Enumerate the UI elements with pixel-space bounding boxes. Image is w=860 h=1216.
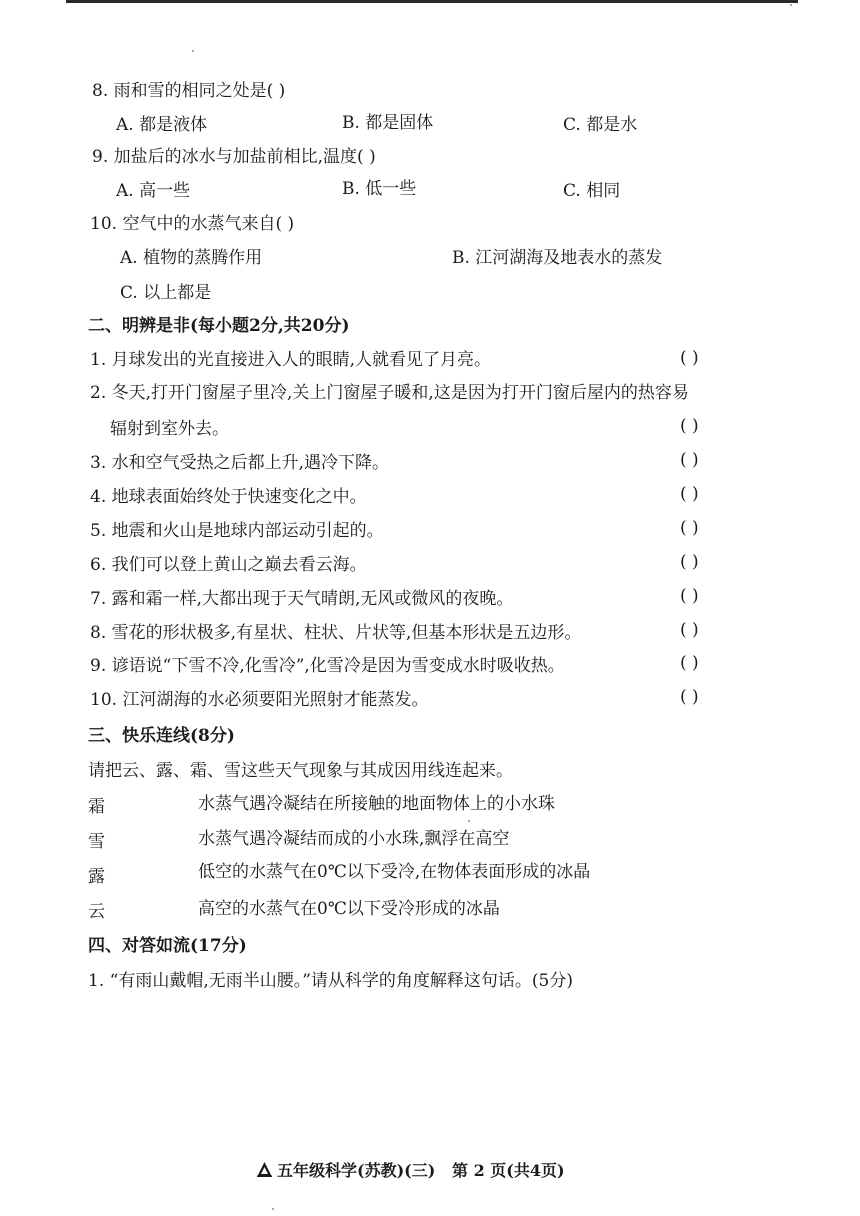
question-8-option-b[interactable]: B. 都是固体	[342, 113, 434, 133]
match-right-cause-2[interactable]: 水蒸气遇冷凝结而成的小水珠,飘浮在高空	[198, 829, 510, 849]
answer-blank-5[interactable]: ( )	[680, 518, 699, 538]
question-9-option-c[interactable]: C. 相同	[563, 181, 621, 201]
match-left-term-snow[interactable]: 雪	[88, 832, 105, 852]
footer-text: 五年级科学(苏教)(三) 第 2 页(共4页)	[277, 1161, 565, 1180]
question-10-option-b[interactable]: B. 江河湖海及地表水的蒸发	[452, 248, 663, 268]
question-9-option-a[interactable]: A. 高一些	[116, 181, 191, 201]
answer-blank-10[interactable]: ( )	[680, 687, 699, 707]
judge-item-5: 5. 地震和火山是地球内部运动引起的。	[90, 521, 384, 541]
mountain-logo-icon	[256, 1161, 273, 1178]
answer-blank-6[interactable]: ( )	[680, 552, 699, 572]
short-answer-question-1: 1. “有雨山戴帽,无雨半山腰。”请从科学的角度解释这句话。(5分)	[88, 971, 573, 991]
judge-item-2-continued: 辐射到室外去。	[110, 419, 229, 439]
answer-blank-2[interactable]: ( )	[680, 416, 699, 436]
question-10-option-c[interactable]: C. 以上都是	[120, 283, 212, 303]
scan-speck	[192, 50, 194, 52]
match-left-term-dew[interactable]: 露	[88, 867, 105, 887]
section-2-heading: 二、明辨是非(每小题2分,共20分)	[88, 316, 350, 336]
judge-item-4: 4. 地球表面始终处于快速变化之中。	[90, 487, 367, 507]
judge-item-10: 10. 江河湖海的水必须要阳光照射才能蒸发。	[90, 690, 429, 710]
judge-item-8: 8. 雪花的形状极多,有星状、柱状、片状等,但基本形状是五边形。	[90, 623, 582, 643]
section-4-heading: 四、对答如流(17分)	[88, 936, 247, 956]
match-right-cause-4[interactable]: 高空的水蒸气在0℃以下受冷形成的冰晶	[198, 899, 500, 919]
scan-speck	[272, 1208, 274, 1210]
judge-item-7: 7. 露和霜一样,大都出现于天气晴朗,无风或微风的夜晚。	[90, 589, 514, 609]
matching-instruction: 请把云、露、霜、雪这些天气现象与其成因用线连起来。	[88, 761, 513, 781]
section-3-heading: 三、快乐连线(8分)	[88, 726, 235, 746]
question-8-option-c[interactable]: C. 都是水	[563, 115, 638, 135]
answer-blank-7[interactable]: ( )	[680, 586, 699, 606]
question-9-option-b[interactable]: B. 低一些	[342, 179, 417, 199]
match-left-term-frost[interactable]: 霜	[88, 797, 105, 817]
question-10-stem: 10. 空气中的水蒸气来自( )	[90, 214, 295, 234]
match-left-term-cloud[interactable]: 云	[88, 902, 105, 922]
question-8-option-a[interactable]: A. 都是液体	[116, 115, 208, 135]
scan-speck	[468, 820, 470, 822]
answer-blank-3[interactable]: ( )	[680, 450, 699, 470]
answer-blank-1[interactable]: ( )	[680, 348, 699, 368]
judge-item-3: 3. 水和空气受热之后都上升,遇冷下降。	[90, 453, 390, 473]
match-right-cause-1[interactable]: 水蒸气遇冷凝结在所接触的地面物体上的小水珠	[198, 794, 555, 814]
answer-blank-9[interactable]: ( )	[680, 653, 699, 673]
answer-blank-4[interactable]: ( )	[680, 484, 699, 504]
question-8-stem: 8. 雨和雪的相同之处是( )	[92, 81, 286, 101]
judge-item-1: 1. 月球发出的光直接进入人的眼睛,人就看见了月亮。	[90, 350, 492, 370]
question-9-stem: 9. 加盐后的冰水与加盐前相比,温度( )	[92, 147, 376, 167]
answer-blank-8[interactable]: ( )	[680, 620, 699, 640]
match-right-cause-3[interactable]: 低空的水蒸气在0℃以下受冷,在物体表面形成的冰晶	[198, 862, 591, 882]
page-footer	[256, 1158, 565, 1181]
judge-item-2: 2. 冬天,打开门窗屋子里冷,关上门窗屋子暖和,这是因为打开门窗后屋内的热容易	[90, 383, 689, 403]
judge-item-6: 6. 我们可以登上黄山之巅去看云海。	[90, 555, 367, 575]
top-border-line	[66, 0, 798, 3]
judge-item-9: 9. 谚语说“下雪不冷,化雪冷”,化雪冷是因为雪变成水时吸收热。	[90, 656, 565, 676]
question-10-option-a[interactable]: A. 植物的蒸腾作用	[120, 248, 263, 268]
scan-speck	[790, 4, 792, 6]
